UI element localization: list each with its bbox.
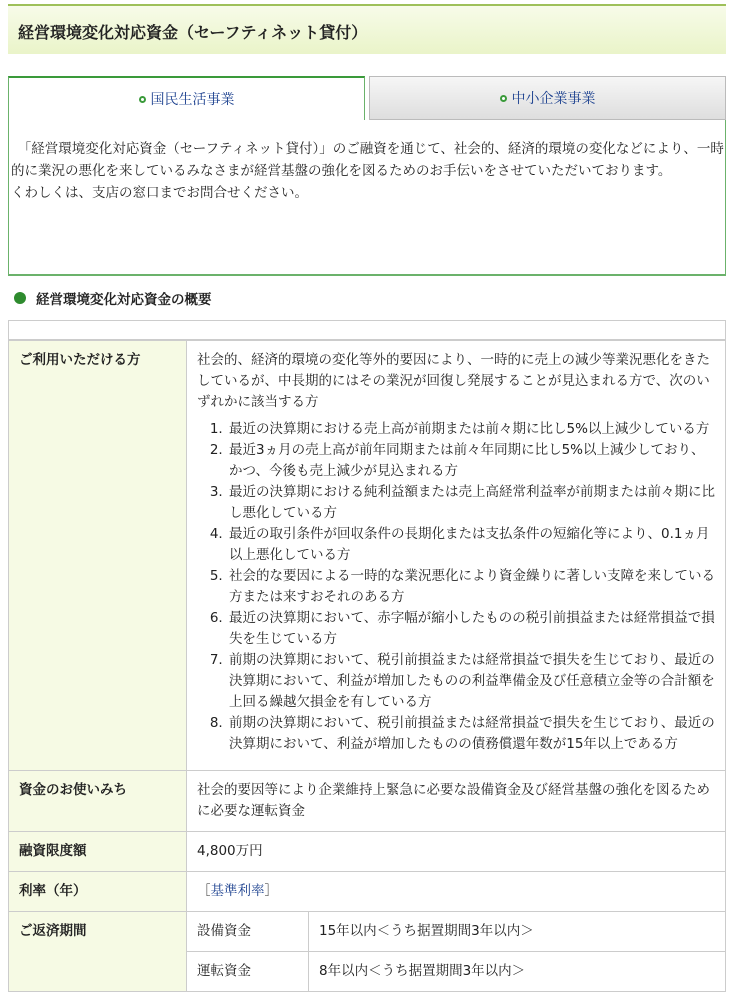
circle-bullet-icon xyxy=(139,96,146,103)
table-spacer xyxy=(8,320,726,340)
overview-table xyxy=(8,340,726,992)
eligible-value xyxy=(187,341,726,771)
tab-kokumin-seikatsu[interactable] xyxy=(8,76,365,120)
repayment-period: 8年以内＜うち据置期間3年以内＞ xyxy=(309,952,726,992)
repayment-label: ご返済期間 xyxy=(9,912,187,992)
green-bullet-icon xyxy=(14,292,26,304)
repayment-period: 15年以内＜うち据置期間3年以内＞ xyxy=(309,912,726,952)
section-heading xyxy=(8,288,726,308)
tab-label: 国民生活事業 xyxy=(150,92,235,108)
table-row xyxy=(9,771,726,832)
condition-item: 3. 最近の決算期における純利益額または売上高経常利益率が前期または前々期に比し悪化している方 xyxy=(227,482,715,524)
eligible-label: ご利用いただける方 xyxy=(9,341,187,771)
limit-value: 4,800万円 xyxy=(187,832,726,872)
condition-item: 8. 前期の決算期において、税引前損益または経常損益で損失を生じており、最近の決算期において、利益が増加したものの債務償還年数が15年以上である方 xyxy=(227,713,715,755)
intro-panel xyxy=(8,120,726,276)
tab-label: 中小企業事業 xyxy=(511,91,596,107)
repayment-type: 運転資金 xyxy=(187,952,309,992)
page-title: 経営環境変化対応資金（セーフティネット貸付） xyxy=(8,4,726,54)
condition-item: 2. 最近3ヵ月の売上高が前年同期または前々年同期に比し5%以上減少しており、かつ、今後も売上減少が見込まれる方 xyxy=(227,440,715,482)
limit-label: 融資限度額 xyxy=(9,832,187,872)
tab-chusho-kigyo[interactable] xyxy=(369,76,726,120)
condition-item: 6. 最近の決算期において、赤字幅が縮小したものの税引前損益または経常損益で損失を生じている方 xyxy=(227,608,715,650)
condition-item: 7. 前期の決算期において、税引前損益または経常損益で損失を生じており、最近の決算期において、利益が増加したものの利益準備金及び任意積立金等の合計額を上回る繰越欠損金を有している方 xyxy=(227,650,715,713)
repayment-type: 設備資金 xyxy=(187,912,309,952)
condition-item: 4. 最近の取引条件が回収条件の長期化または支払条件の短縮化等により、0.1ヵ月以上悪化している方 xyxy=(227,524,715,566)
tab-bar xyxy=(8,76,726,120)
base-rate-link[interactable]: 基準利率 xyxy=(210,883,265,899)
table-row xyxy=(9,832,726,872)
condition-item: 5. 社会的な要因による一時的な業況悪化により資金繰りに著しい支障を来している方または来すおそれのある方 xyxy=(227,566,715,608)
table-row xyxy=(9,872,726,912)
rate-value: ［基準利率］ xyxy=(187,872,726,912)
intro-text: 「経営環境変化対応資金（セーフティネット貸付）」のご融資を通じて、社会的、経済的環境の変化などにより、一時的に業況の悪化を来しているみなさまが経営基盤の強化を図るためのお手伝いをさせていただいております。 xyxy=(11,141,724,179)
usage-value: 社会的要因等により企業維持上緊急に必要な設備資金及び経営基盤の強化を図るために必要な運転資金 xyxy=(187,771,726,832)
intro-contact: くわしくは、支店の窓口までお問合せください。 xyxy=(11,185,308,201)
rate-label: 利率（年） xyxy=(9,872,187,912)
usage-label: 資金のお使いみち xyxy=(9,771,187,832)
condition-item: 1. 最近の決算期における売上高が前期または前々期に比し5%以上減少している方 xyxy=(227,419,715,440)
conditions-list xyxy=(197,419,715,755)
table-row xyxy=(9,341,726,771)
table-row xyxy=(9,912,726,952)
eligible-desc: 社会的、経済的環境の変化等外的要因により、一時的に売上の減少等業況悪化をきたしているが、中長期的にはその業況が回復し発展することが見込まれる方で、次のいずれかに該当する方 xyxy=(197,352,710,410)
section-title: 経営環境変化対応資金の概要 xyxy=(36,292,212,308)
circle-bullet-icon xyxy=(500,95,507,102)
